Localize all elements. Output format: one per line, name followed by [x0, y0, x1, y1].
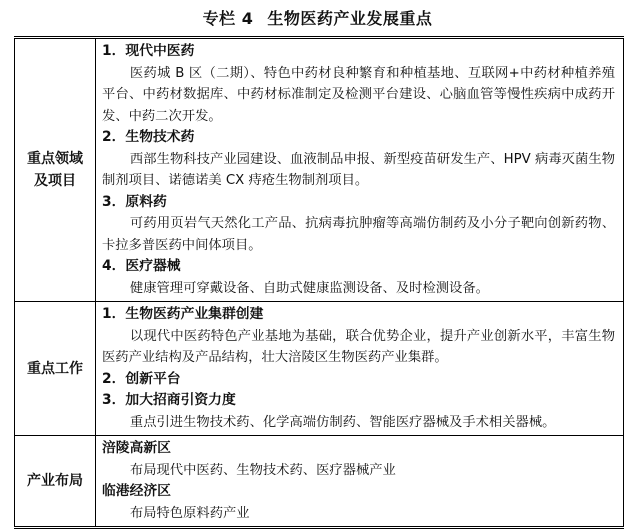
item-body: 健康管理可穿戴设备、自助式健康监测设备、及时检测设备。 — [129, 280, 489, 296]
box-title — [0, 6, 635, 29]
section-label — [15, 302, 96, 436]
item-body: 西部生物科技产业园建设、血液制品申报、新型疫苗研发生产、HPV 病毒灭菌生物制剂项目、诺德诺美 CX 痔疮生物制剂项目。 — [102, 151, 615, 188]
item-heading: 3．原料药 — [102, 193, 167, 210]
item-heading: 涪陵高新区 — [102, 440, 171, 456]
section-label — [15, 38, 96, 302]
section-content — [96, 302, 624, 436]
section-label-line: 重点领域 — [27, 151, 83, 167]
section-label-line: 及项目 — [34, 173, 76, 189]
item-heading: 2．生物技术药 — [102, 129, 195, 145]
item-heading: 临港经济区 — [102, 483, 171, 499]
section-label-line: 产业布局 — [27, 473, 83, 489]
item-heading: 2．创新平台 — [102, 370, 181, 387]
item-body: 医药城 B 区（二期）、特色中药材良种繁育和种植基地、互联网+中药材种植养殖平台、中药材数据库、中药材标准制定及检测平台建设、心脑血管等慢性疾病中成药开发、中药二次开发。 — [102, 65, 615, 124]
box-title-text: 生物医药产业发展重点 — [267, 9, 433, 28]
item-body: 布局特色原料药产业 — [129, 505, 250, 521]
content-table — [14, 36, 624, 529]
item-heading: 3．加大招商引资力度 — [102, 392, 236, 408]
section-label — [15, 436, 96, 528]
section-content — [96, 38, 624, 302]
item-body: 重点引进生物技术药、化学高端仿制药、智能医疗器械及手术相关器械。 — [129, 414, 556, 430]
item-body: 布局现代中医药、生物技术药、医疗器械产业 — [129, 462, 396, 478]
item-body: 可药用页岩气天然化工产品、抗病毒抗肿瘤等高端仿制药及小分子靶向创新药物、卡拉多普医药中间体项目。 — [102, 216, 615, 253]
section-label-line: 重点工作 — [27, 360, 83, 377]
box-number: 专栏 4 — [202, 9, 254, 28]
section-industry-layout — [15, 436, 624, 528]
item-heading: 1．现代中医药 — [102, 43, 195, 59]
item-body: 以现代中医药特色产业基地为基础，联合优势企业，提升产业创新水平，丰富生物医药产业结构及产品结构，壮大涪陵区生物医药产业集群。 — [102, 328, 615, 365]
item-heading: 1．生物医药产业集群创建 — [102, 306, 264, 322]
item-heading: 4．医疗器械 — [102, 258, 181, 274]
section-key-areas — [15, 38, 624, 302]
section-content — [96, 436, 624, 528]
section-key-work — [15, 302, 624, 436]
